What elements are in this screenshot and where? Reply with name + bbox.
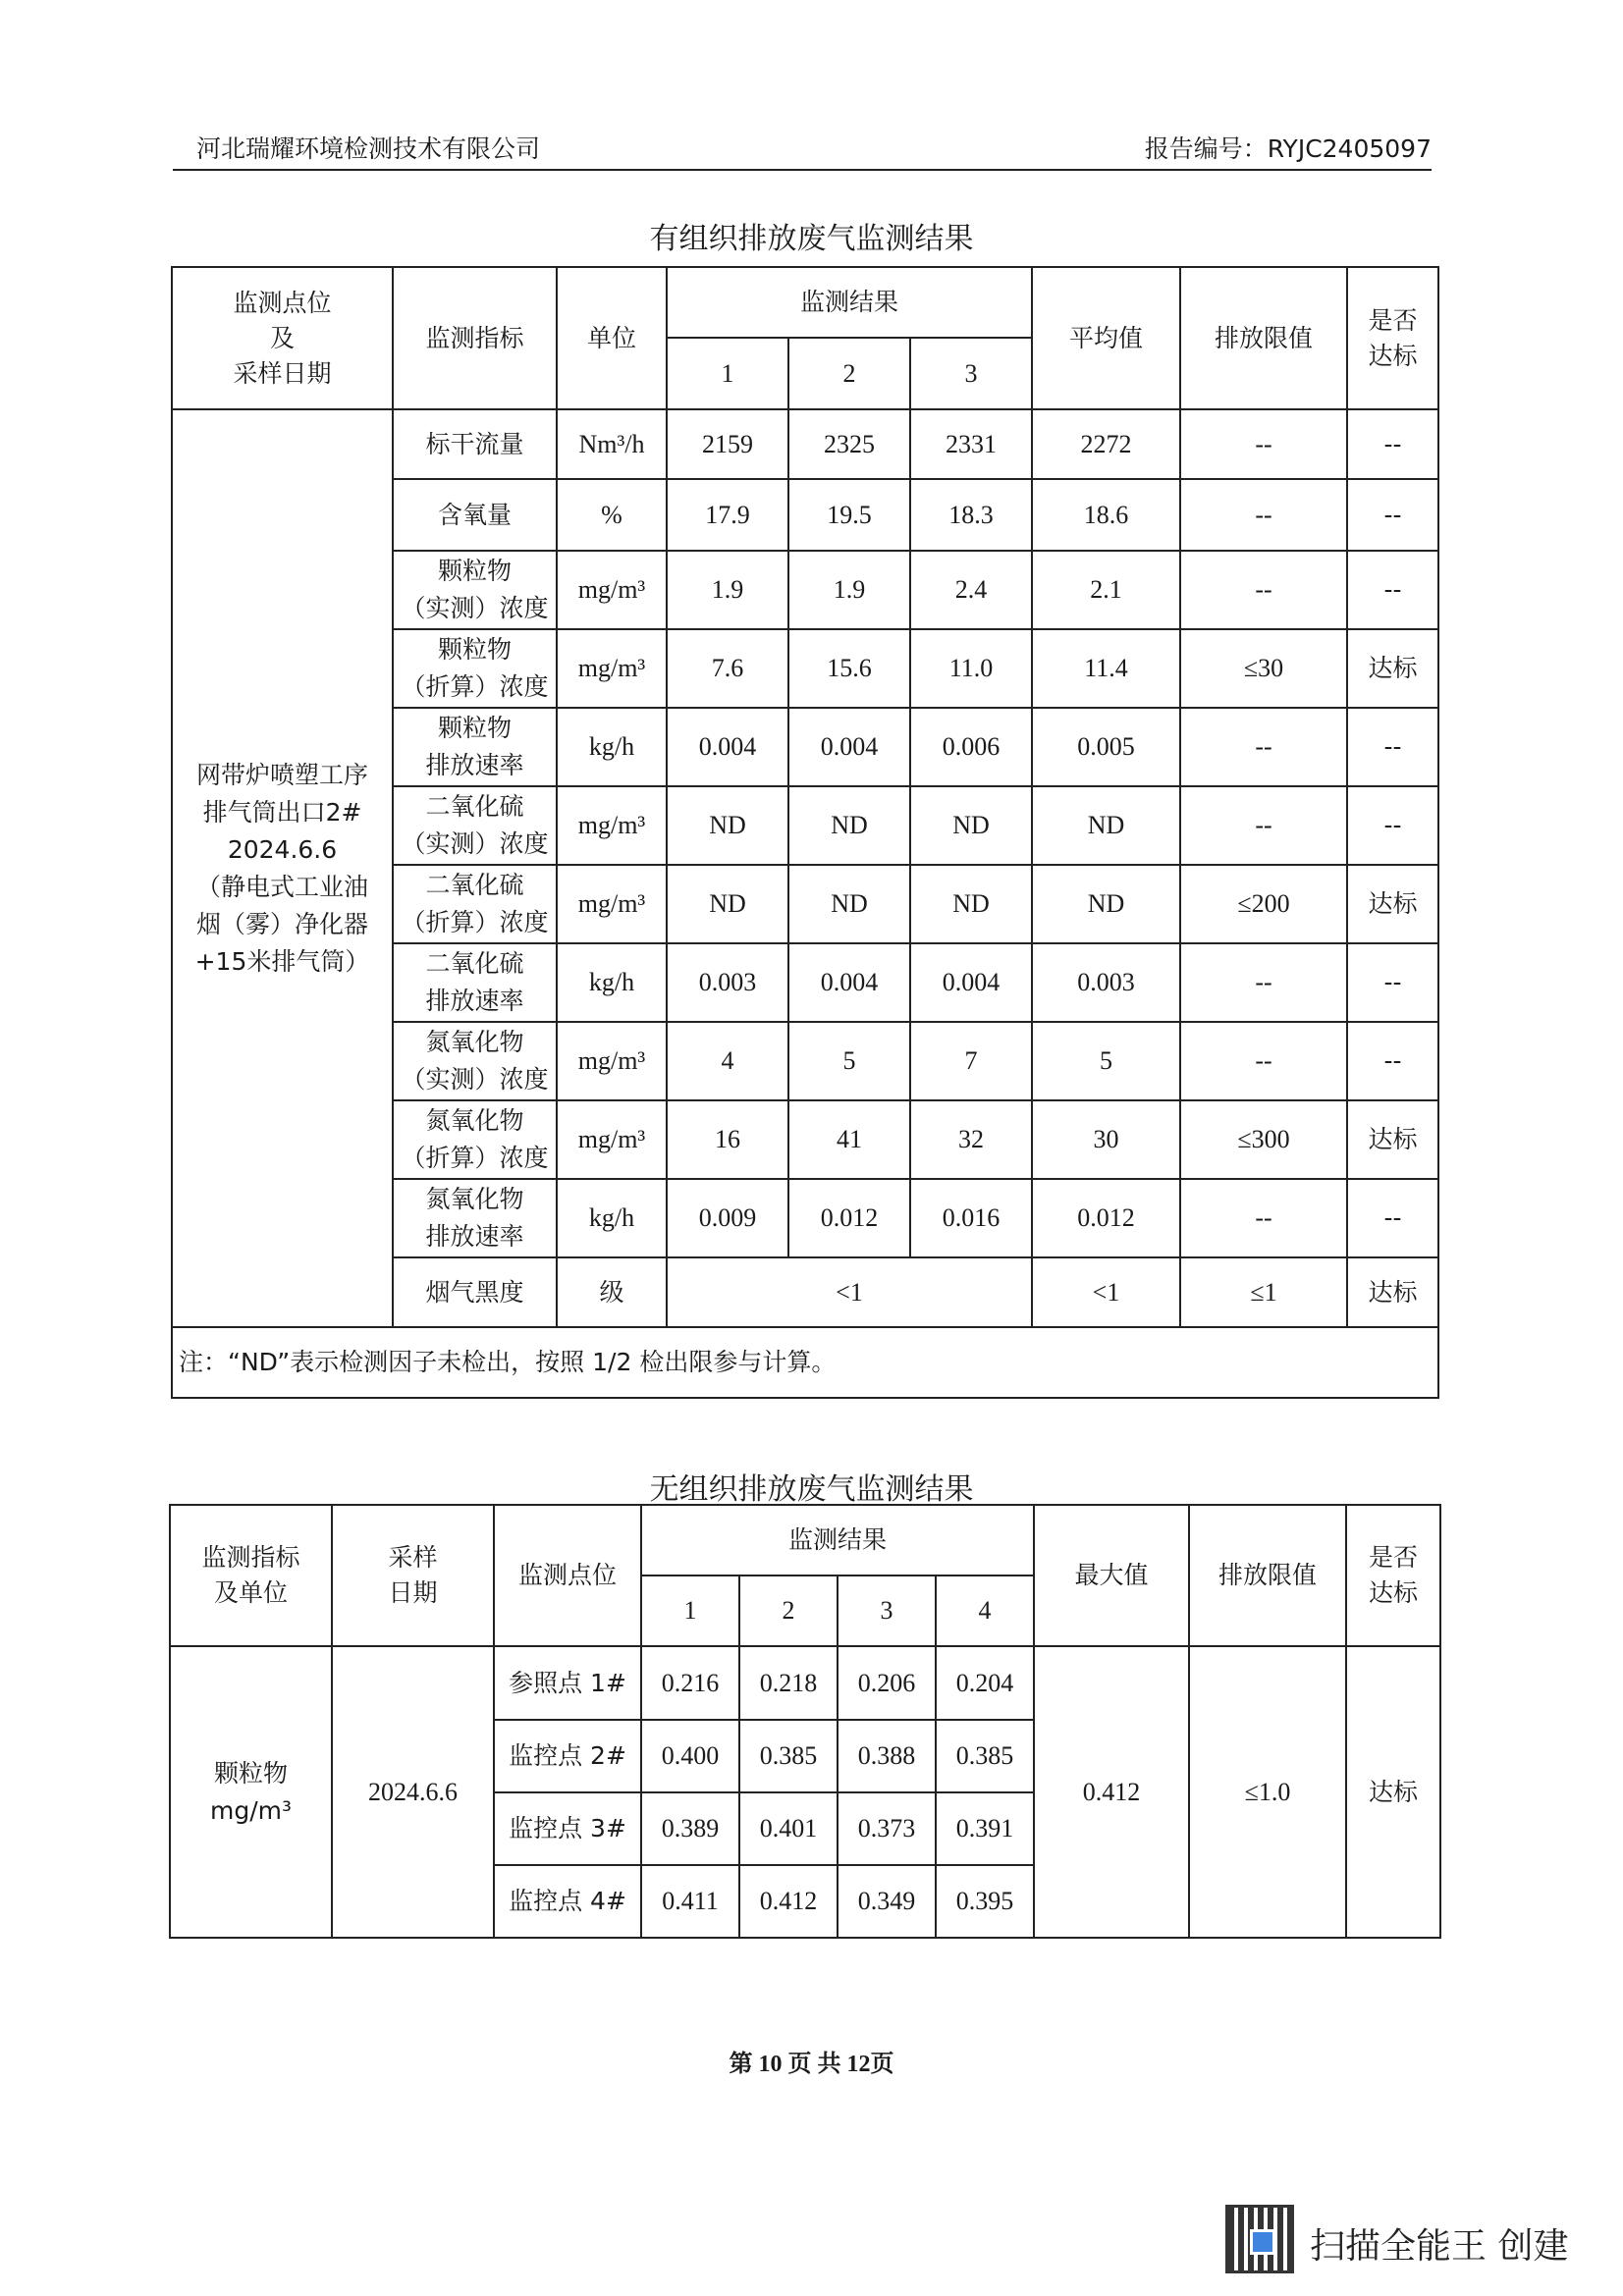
avg-cell: 30 (1032, 1100, 1180, 1179)
header-pass-line: 是否 (1368, 305, 1418, 335)
r3-cell: 0.016 (910, 1179, 1032, 1257)
r1-cell: 16 (667, 1100, 788, 1179)
indicator-cell (393, 865, 557, 943)
r2-cell: 0.412 (739, 1865, 838, 1938)
r3-cell: 32 (910, 1100, 1032, 1179)
header-point: 监测点位 (494, 1505, 641, 1646)
header-indicator: 监测指标 (393, 267, 557, 409)
indicator-cell (393, 708, 557, 786)
r4-cell: 0.385 (936, 1720, 1034, 1792)
limit-cell: ≤300 (1180, 1100, 1347, 1179)
monitoring-point-line: +15米排气筒） (194, 946, 370, 976)
limit-cell: ≤1 (1180, 1257, 1347, 1327)
avg-cell: ND (1032, 786, 1180, 865)
indicator-line: 排放速率 (425, 751, 524, 779)
unit-cell: mg/m³ (557, 551, 667, 629)
avg-cell: 18.6 (1032, 479, 1180, 551)
note-row (172, 1327, 1438, 1398)
monitoring-point-line: 2024.6.6 (227, 834, 338, 864)
watermark-text: 扫描全能王 创建 (1310, 2226, 1569, 2267)
scanner-watermark (1225, 2205, 1589, 2273)
monitoring-point-line: 网带炉喷塑工序 (195, 760, 368, 789)
r2-cell: 0.004 (788, 943, 910, 1022)
r3-cell: 0.373 (838, 1792, 936, 1865)
avg-cell: 11.4 (1032, 629, 1180, 708)
header-pass (1346, 1505, 1440, 1646)
r1-cell: 1.9 (667, 551, 788, 629)
fugitive-emission-title: 无组织排放废气监测结果 (649, 1472, 974, 1507)
r1-cell: ND (667, 865, 788, 943)
indicator-line: 排放速率 (425, 987, 524, 1015)
header-line: 日期 (388, 1578, 438, 1607)
limit-cell: ≤200 (1180, 865, 1347, 943)
pass-cell: 达标 (1347, 865, 1438, 943)
limit-cell: -- (1180, 1022, 1347, 1100)
r1-cell: 4 (667, 1022, 788, 1100)
r1-cell: 7.6 (667, 629, 788, 708)
header-result-3: 3 (910, 338, 1032, 409)
indicator-cell (393, 1179, 557, 1257)
header-indicator-unit (170, 1505, 332, 1646)
header-result-2: 2 (739, 1575, 838, 1646)
indicator-line: mg/m³ (209, 1795, 293, 1825)
r2-cell: 0.012 (788, 1179, 910, 1257)
pass-cell: -- (1347, 479, 1438, 551)
r3-cell: 2331 (910, 409, 1032, 479)
indicator-line: 颗粒物 (213, 1758, 288, 1788)
r3-cell: ND (910, 865, 1032, 943)
header-result-3: 3 (838, 1575, 936, 1646)
fugitive-emission-table (169, 1504, 1441, 1939)
r3-cell: ND (910, 786, 1032, 865)
header-limit: 排放限值 (1189, 1505, 1346, 1646)
avg-cell: 0.005 (1032, 708, 1180, 786)
unit-cell: mg/m³ (557, 629, 667, 708)
monitoring-point-line: （静电式工业油 (195, 872, 368, 901)
result-cell: <1 (667, 1257, 1032, 1327)
header-limit: 排放限值 (1180, 267, 1347, 409)
r3-cell: 7 (910, 1022, 1032, 1100)
unit-cell: Nm³/h (557, 409, 667, 479)
indicator-line: （实测）浓度 (401, 829, 549, 858)
unit-cell: mg/m³ (557, 786, 667, 865)
organized-emission-table (171, 266, 1439, 1399)
header-line: 达标 (1369, 1578, 1419, 1607)
limit-cell: ≤30 (1180, 629, 1347, 708)
qr-code-icon (1225, 2205, 1294, 2273)
r1-cell: 0.400 (641, 1720, 739, 1792)
indicator-cell (393, 551, 557, 629)
r3-cell: 0.004 (910, 943, 1032, 1022)
indicator-line: 标干流量 (425, 429, 524, 458)
indicator-line: （折算）浓度 (401, 908, 549, 936)
pass-cell: -- (1347, 409, 1438, 479)
limit-cell: -- (1180, 1179, 1347, 1257)
unit-cell: mg/m³ (557, 1022, 667, 1100)
r3-cell: 0.388 (838, 1720, 936, 1792)
limit-cell: -- (1180, 409, 1347, 479)
point-cell: 监控点 3# (494, 1792, 641, 1865)
r1-cell: 0.216 (641, 1646, 739, 1720)
r1-cell: 2159 (667, 409, 788, 479)
avg-cell: 0.003 (1032, 943, 1180, 1022)
indicator-cell (393, 479, 557, 551)
point-cell: 参照点 1# (494, 1646, 641, 1720)
table-note: 注：“ND”表示检测因子未检出，按照 1/2 检出限参与计算。 (172, 1327, 1438, 1398)
r2-cell: 0.385 (739, 1720, 838, 1792)
pass-cell: -- (1347, 943, 1438, 1022)
monitoring-point-line: 排气筒出口2# (202, 797, 362, 827)
r2-cell: 2325 (788, 409, 910, 479)
pass-cell: 达标 (1347, 1100, 1438, 1179)
header-pass (1347, 267, 1438, 409)
avg-cell: 0.012 (1032, 1179, 1180, 1257)
indicator-cell (393, 1022, 557, 1100)
indicator-line: 氮氧化物 (425, 1106, 524, 1135)
indicator-line: 氮氧化物 (425, 1185, 524, 1213)
r2-cell: 1.9 (788, 551, 910, 629)
indicator-line: 二氧化硫 (425, 949, 524, 978)
point-cell: 监控点 4# (494, 1865, 641, 1938)
indicator-cell (393, 943, 557, 1022)
limit-cell: -- (1180, 786, 1347, 865)
r2-cell: 15.6 (788, 629, 910, 708)
monitoring-point-line: 烟（雾）净化器 (195, 909, 368, 938)
limit-cell: -- (1180, 943, 1347, 1022)
indicator-cell (393, 409, 557, 479)
indicator-cell (393, 786, 557, 865)
r1-cell: 17.9 (667, 479, 788, 551)
indicator-cell (393, 1100, 557, 1179)
avg-cell: 2.1 (1032, 551, 1180, 629)
header-line: 及单位 (213, 1578, 288, 1607)
indicator-line: 含氧量 (437, 500, 512, 529)
header-result-2: 2 (788, 338, 910, 409)
r2-cell: ND (788, 865, 910, 943)
unit-cell: 级 (557, 1257, 667, 1327)
page-header (173, 130, 1432, 171)
r1-cell: 0.003 (667, 943, 788, 1022)
indicator-cell (170, 1646, 332, 1938)
header-point (172, 267, 393, 409)
limit-cell: -- (1180, 551, 1347, 629)
header-average: 平均值 (1032, 267, 1180, 409)
report-number: 报告编号：RYJC2405097 (1144, 134, 1432, 163)
header-pass-line: 达标 (1368, 341, 1418, 370)
page-number: 第 10 页 共 12页 (729, 2052, 894, 2077)
r3-cell: 0.006 (910, 708, 1032, 786)
pass-cell: -- (1347, 1022, 1438, 1100)
header-max: 最大值 (1034, 1505, 1189, 1646)
avg-cell: ND (1032, 865, 1180, 943)
r3-cell: 11.0 (910, 629, 1032, 708)
indicator-line: （折算）浓度 (401, 672, 549, 701)
table-row (170, 1646, 1440, 1720)
header-line: 采样 (388, 1543, 438, 1572)
r2-cell: 5 (788, 1022, 910, 1100)
unit-cell: % (557, 479, 667, 551)
unit-cell: kg/h (557, 943, 667, 1022)
r3-cell: 0.349 (838, 1865, 936, 1938)
r4-cell: 0.391 (936, 1792, 1034, 1865)
indicator-cell (393, 629, 557, 708)
r4-cell: 0.204 (936, 1646, 1034, 1720)
pass-cell: -- (1347, 786, 1438, 865)
r1-cell: ND (667, 786, 788, 865)
company-name: 河北瑞耀环境检测技术有限公司 (196, 134, 541, 163)
header-point-line: 采样日期 (233, 358, 332, 388)
r3-cell: 0.206 (838, 1646, 936, 1720)
r1-cell: 0.004 (667, 708, 788, 786)
monitoring-point-cell (172, 409, 393, 1327)
r2-cell: 41 (788, 1100, 910, 1179)
header-point-line: 监测点位 (233, 288, 332, 317)
indicator-line: 颗粒物 (437, 635, 512, 664)
indicator-line: 排放速率 (425, 1222, 524, 1251)
sampling-date-cell: 2024.6.6 (332, 1646, 494, 1938)
header-sampling-date (332, 1505, 494, 1646)
pass-cell: 达标 (1347, 629, 1438, 708)
r3-cell: 2.4 (910, 551, 1032, 629)
header-line: 监测指标 (201, 1543, 300, 1572)
indicator-line: （实测）浓度 (401, 1065, 549, 1094)
r4-cell: 0.395 (936, 1865, 1034, 1938)
header-point-line: 及 (269, 323, 295, 352)
unit-cell: mg/m³ (557, 1100, 667, 1179)
r2-cell: 19.5 (788, 479, 910, 551)
r2-cell: 0.004 (788, 708, 910, 786)
unit-cell: mg/m³ (557, 865, 667, 943)
avg-cell: 2272 (1032, 409, 1180, 479)
max-cell: 0.412 (1034, 1646, 1189, 1938)
pass-cell: -- (1347, 1179, 1438, 1257)
r1-cell: 0.009 (667, 1179, 788, 1257)
header-result-1: 1 (641, 1575, 739, 1646)
unit-cell: kg/h (557, 708, 667, 786)
pass-cell: -- (1347, 708, 1438, 786)
pass-cell: 达标 (1347, 1257, 1438, 1327)
header-result-4: 4 (936, 1575, 1034, 1646)
indicator-line: 二氧化硫 (425, 792, 524, 821)
indicator-line: （折算）浓度 (401, 1144, 549, 1172)
indicator-line: 颗粒物 (437, 714, 512, 742)
limit-cell: -- (1180, 708, 1347, 786)
indicator-line: 氮氧化物 (425, 1028, 524, 1056)
indicator-line: 颗粒物 (437, 557, 512, 585)
r3-cell: 18.3 (910, 479, 1032, 551)
indicator-cell: 烟气黑度 (393, 1257, 557, 1327)
r2-cell: ND (788, 786, 910, 865)
point-cell: 监控点 2# (494, 1720, 641, 1792)
r2-cell: 0.218 (739, 1646, 838, 1720)
avg-cell: <1 (1032, 1257, 1180, 1327)
limit-cell: -- (1180, 479, 1347, 551)
unit-cell: kg/h (557, 1179, 667, 1257)
pass-cell: 达标 (1346, 1646, 1440, 1938)
r2-cell: 0.401 (739, 1792, 838, 1865)
avg-cell: 5 (1032, 1022, 1180, 1100)
indicator-line: （实测）浓度 (401, 594, 549, 622)
limit-cell: ≤1.0 (1189, 1646, 1346, 1938)
header-result-1: 1 (667, 338, 788, 409)
r1-cell: 0.389 (641, 1792, 739, 1865)
header-results: 监测结果 (667, 267, 1032, 338)
table-row (172, 409, 1438, 479)
pass-cell: -- (1347, 551, 1438, 629)
r1-cell: 0.411 (641, 1865, 739, 1938)
indicator-line: 二氧化硫 (425, 871, 524, 899)
header-line: 是否 (1369, 1543, 1419, 1572)
header-unit: 单位 (557, 267, 667, 409)
organized-emission-title: 有组织排放废气监测结果 (649, 222, 974, 256)
header-results: 监测结果 (641, 1505, 1034, 1575)
